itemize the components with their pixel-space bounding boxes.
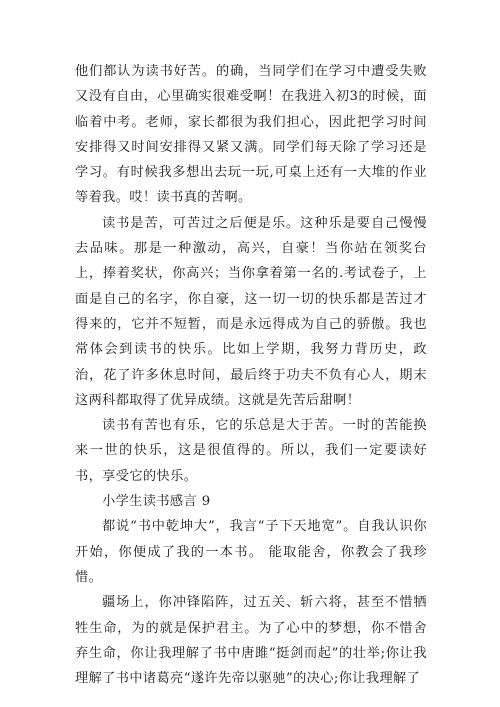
paragraph-1: 他们都认为读书好苦。的确，当同学们在学习中遭受失败又没有自由，心里确实很难受啊！在我进入初3的时候，面临着中考。老师，家长都很为我们担心，因此把学习时间安排得又时间安排得又紧又满。同学们每天除了学习还是学习。有时候我多想出去玩一玩,可桌上还有一大堆的作业等着我。哎！读书真的苦啊。 [75,64,427,206]
paragraph-5: 疆场上，你冲锋陷阵，过五关、斩六将，甚至不惜牺牲生命，为的就是保护君主。为了心中的梦想，你不惜舍弃生命，你让我理解了书中唐雎“挺剑而起”的壮举;你让我理解了书中诸葛亮“遂许先帝以驱驰”的决心;你让我理解了 [75,595,427,687]
document-body [75,59,427,691]
paragraph-2: 读书是苦，可苦过之后便是乐。这种乐是要自己慢慢去品味。那是一种激动，高兴，自豪！当你站在领奖台上，捧着奖状，你高兴；当你拿着第一名的.考试卷子，上面是自己的名字，你自豪，这一切一切的快乐都是苦过才得来的，它并不短暂，而是永远得成为自己的骄傲。我也常体会到读书的快乐。比如上学期，我努力背历史，政治，花了许多休息时间，最后终于功夫不负有心人，期末这两科都取得了优异成绩。这就是先苦后甜啊！ [75,215,427,408]
section-heading: 小学生读书感言 9 [102,494,211,510]
paragraph-4: 都说“书中乾坤大”，我言“子下天地宽”。自我认识你开始，你便成了我的一本书。 能取能舍，你教会了我珍惜。 [75,519,427,585]
paragraph-3: 读书有苦也有乐，它的乐总是大于苦。一时的苦能换来一世的快乐，这是很值得的。所以，我们一定要读好书，享受它的快乐。 [75,418,427,484]
